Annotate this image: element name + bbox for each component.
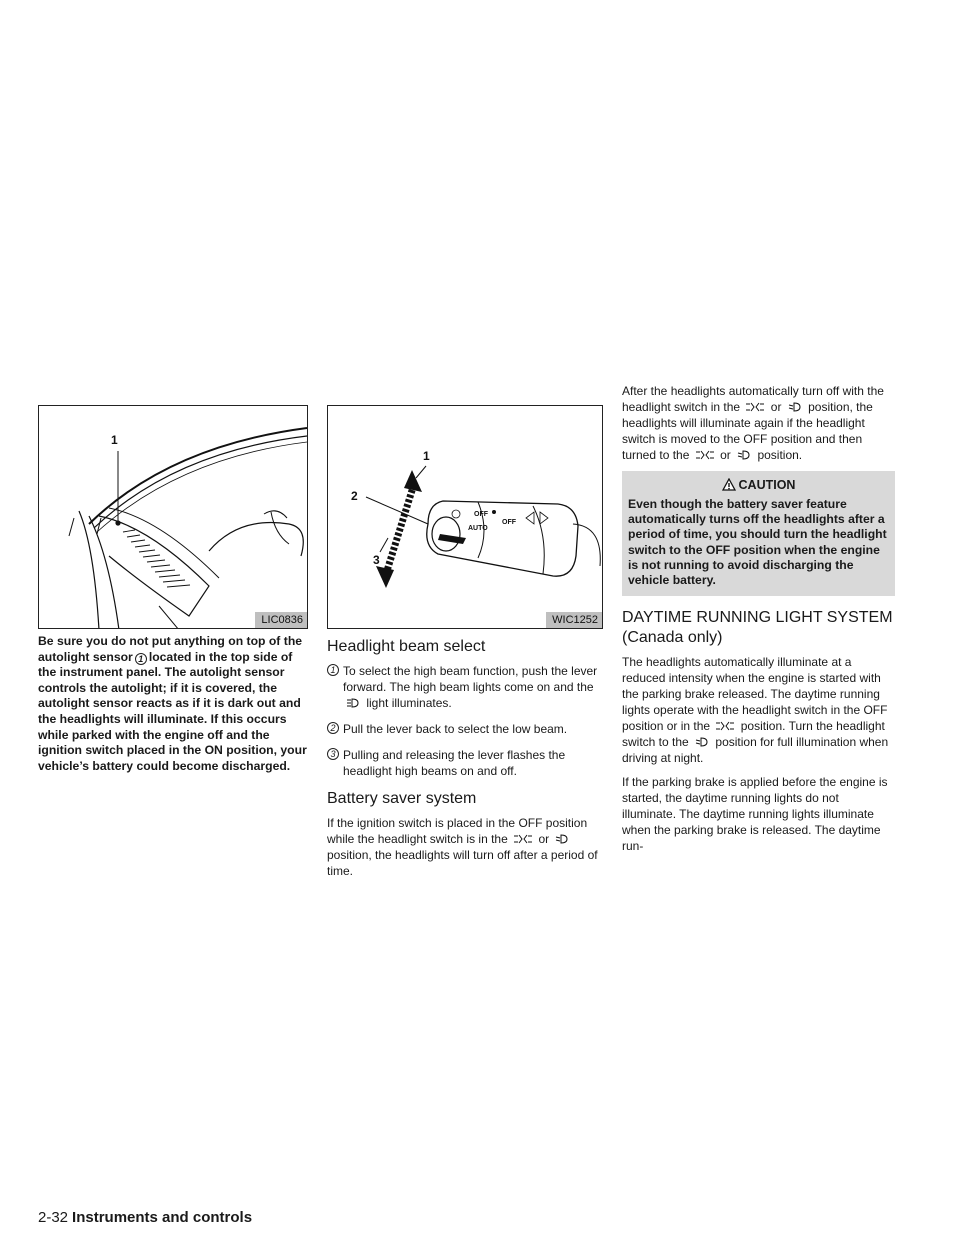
headlight-icon [788,401,802,413]
parking-light-icon [696,449,714,461]
switch-label-auto: AUTO [468,525,488,532]
figure-code: LIC0836 [255,612,307,628]
page-number: 2-32 [38,1209,69,1226]
list-item: 1 To select the high beam function, push the lever forward. The high beam lights come on and the light illuminates. [327,663,603,711]
battery-saver-continued-paragraph: After the headlights automatically turn off with the headlight switch in the or position, the headlights will illuminate again if the headlight switch is moved to the OFF position and then turned to the or position. [622,384,884,462]
caution-heading: CAUTION [628,477,889,493]
list-item: 2 Pull the lever back to select the low beam. [327,721,603,737]
autolight-warning-paragraph: Be sure you do not put anything on top of the autolight sensor 1 located in the top side of the instrument panel. The autolight sensor controls the autolight; if it is covered, the autolight sensor reacts as if it is dark out and the headlights will illuminate. If this occurs while parked with the engine off and the ignition switch placed in the ON position, your vehicle’s battery could become discharged. [38,634,307,773]
page-footer [38,1209,252,1227]
high-beam-icon [346,697,360,709]
column-right [622,383,895,862]
figure-code: WIC1252 [546,612,602,628]
parking-light-icon [716,720,734,732]
section-title: Instruments and controls [72,1209,253,1226]
battery-saver-paragraph: If the ignition switch is placed in the OFF position while the headlight switch is in the or position, the headlights will turn off after a period of time. [327,816,598,878]
switch-label-off-1: OFF [474,511,488,518]
column-middle [327,405,603,887]
autolight-sensor-figure [38,405,308,629]
figure-callout-1: 1 [423,449,430,463]
headlight-icon [737,449,751,461]
callout-number: 1 [135,653,147,665]
callout-number: 2 [327,722,339,734]
switch-label-off-2: OFF [502,519,516,526]
drl-paragraph-2: If the parking brake is applied before the engine is started, the daytime running lights do not illuminate. The daytime running lights illuminate when the parking brake is released. The daytime run- [622,775,888,854]
headlight-icon [555,833,569,845]
warning-triangle-icon [722,478,736,491]
lever-illustration [328,406,603,629]
list-item: 3 Pulling and releasing the lever flashes the headlight high beams on and off. [327,747,603,779]
dashboard-illustration [39,406,308,629]
caution-box [622,471,895,596]
battery-saver-heading: Battery saver system [327,790,477,807]
headlight-lever-figure [327,405,603,629]
callout-number: 3 [327,748,339,760]
parking-light-icon [514,833,532,845]
figure-callout-3: 3 [373,553,380,567]
drl-paragraph-1: The headlights automatically illuminate at a reduced intensity when the engine is started with the parking brake released. The daytime running lights operate with the headlight switch in the OFF position or in the position. Turn the headlight switch to the position for full illumination when driving at night. [622,655,889,766]
column-left [38,405,308,774]
caution-text: Even though the battery saver feature automatically turns off the headlights after a period of time, you should turn the headlight switch to the OFF position when the engine is not running to avoid discharging the vehicle battery. [628,497,887,588]
figure-callout-2: 2 [351,489,358,503]
figure-callout-1: 1 [111,433,118,447]
headlight-beam-heading: Headlight beam select [327,638,486,655]
drl-heading: DAYTIME RUNNING LIGHT SYSTEM (Canada only) [622,609,893,647]
headlight-icon [695,736,709,748]
callout-number: 1 [327,664,339,676]
parking-light-icon [746,401,764,413]
